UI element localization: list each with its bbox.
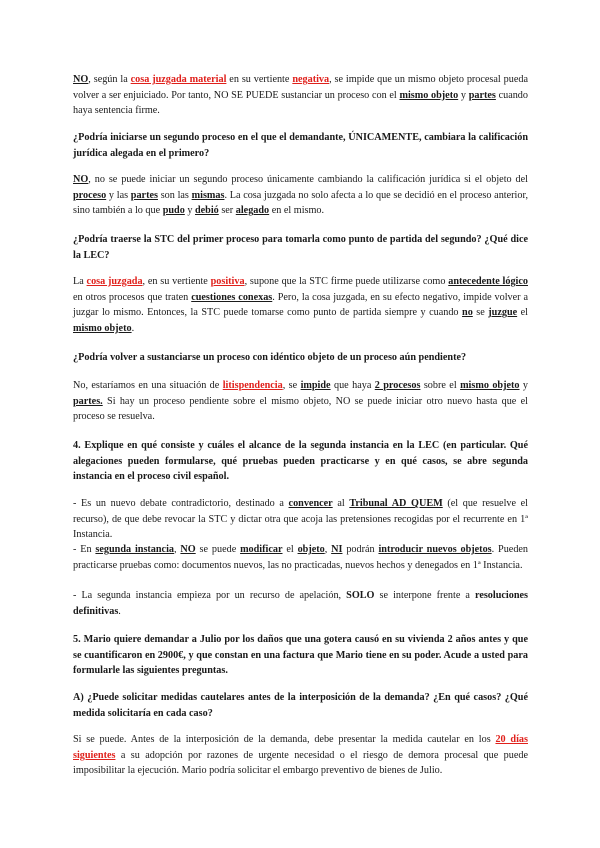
emphasis-term: resoluciones definitivas	[73, 590, 528, 617]
question-heading-1: ¿Podría iniciarse un segundo proceso en el que el demandante, ÚNICAMENTE, cambiara la calificación jurídica alegada en el primero?	[73, 132, 528, 159]
text-run: No, estaríamos en una situación de	[73, 380, 223, 391]
text-run: son las	[157, 189, 192, 201]
answer-paragraph-7	[73, 588, 528, 619]
answer-paragraph-3	[73, 274, 528, 336]
text-run: , se impide que un mismo objeto procesal pueda volver a ser enjuiciado. Por tanto, NO SE PUEDE sustanciar un proceso con el	[73, 74, 528, 101]
text-run: y	[519, 380, 528, 391]
emphasis-term: NO	[180, 544, 196, 555]
text-run: podrán	[342, 544, 379, 555]
text-run: , supone que la STC firme puede utilizarse como	[244, 276, 449, 287]
emphasis-term: partes.	[73, 395, 103, 407]
question-heading-5: 5. Mario quiere demandar a Julio por los daños que una gotera causó en su vivienda 2 años antes y que se cuantificaron en 2900€, y que constan en una factura que Mario tiene en su poder. Acude a usted para formularle las siguientes preguntas.	[73, 634, 528, 677]
text-run: . Pueden practicarse pruebas como: documentos nuevos, las no practicadas, nuevos hechos y denegados en 1ª Instancia.	[73, 544, 529, 571]
text-run: en otros procesos que traten	[73, 291, 192, 303]
emphasis-term: mismo objeto	[73, 322, 132, 334]
text-run: sobre el	[420, 380, 461, 391]
emphasis-term: alegado	[235, 205, 270, 217]
emphasis-term: debió	[194, 205, 219, 217]
text-run: el	[282, 544, 298, 555]
text-run: en su vertiente	[226, 74, 293, 85]
answer-paragraph-2	[73, 172, 528, 219]
text-run: .	[131, 322, 135, 334]
text-run: a su adopción por razones de urgente necesidad o el riesgo de demora procesal que puede imposibilitar la ejecución. Mario podría solicitar el embargo preventivo de bienes de Julio.	[73, 749, 528, 777]
text-run: y las	[106, 189, 131, 201]
text-run: cuando haya sentencia firme.	[73, 89, 528, 117]
text-run: , según la	[88, 74, 131, 85]
text-run: NO	[73, 174, 89, 185]
highlight-term: cosa juzgada material	[130, 74, 227, 85]
emphasis-term: no	[462, 307, 473, 319]
text-run: . Pero, la cosa juzgada, en su efecto negativo, impide volver a juzgar lo mismo. Entonces, la STC puede tomarse como punto de partida siempre y cuando	[73, 291, 529, 319]
text-run: . La cosa juzgada no solo afecta a lo que se decidió en el proceso anterior, sino también a lo que	[73, 189, 528, 217]
text-run: , no se puede iniciar un segundo proceso únicamente cambiando la calificación jurídica si el objeto del	[88, 174, 528, 185]
emphasis-term: convencer	[288, 498, 333, 509]
emphasis-term: objeto	[297, 544, 325, 555]
text-run: se puede	[195, 544, 241, 555]
text-run: y	[184, 205, 195, 217]
question-heading-6: A) ¿Puede solicitar medidas cautelares antes de la interposición de la demanda? ¿En qué casos? ¿Qué medida solicitaría en cada caso?	[73, 692, 528, 719]
question-heading-2: ¿Podría traerse la STC del primer proceso para tomarla como punto de partida del segundo? ¿Qué dice la LEC?	[73, 234, 528, 261]
text-run: ,	[324, 544, 332, 555]
text-run: al	[332, 498, 350, 509]
answer-paragraph-8	[73, 732, 528, 779]
emphasis-term: impide	[300, 380, 331, 391]
emphasis-term: mismo objeto	[460, 380, 520, 391]
emphasis-term: cuestiones conexas	[191, 291, 273, 303]
emphasis-term: NI	[331, 544, 343, 555]
text-run: Si hay un proceso pendiente sobre el mismo objeto, NO se puede iniciar otro nuevo hasta que el proceso se resuelva.	[73, 395, 528, 423]
emphasis-term: Tribunal AD QUEM	[349, 498, 443, 509]
highlight-term: negativa	[292, 74, 330, 85]
text-run: ,	[174, 544, 181, 555]
emphasis-term: antecedente lógico	[448, 276, 528, 287]
emphasis-term: SOLO	[346, 590, 375, 601]
emphasis-term: introducir nuevos objetos	[378, 544, 492, 555]
emphasis-term: juzgue	[488, 307, 518, 319]
text-run: La	[73, 276, 87, 287]
answer-paragraph-6	[73, 542, 528, 573]
text-run: se interpone frente a	[374, 590, 475, 601]
text-run: se	[472, 307, 489, 319]
answer-paragraph-1	[73, 72, 528, 119]
emphasis-term: segunda instancia	[95, 544, 175, 555]
highlight-term: 20 días siguientes	[73, 734, 528, 761]
text-run: que haya	[330, 380, 375, 391]
text-run: Si se puede. Antes de la interposición de la demanda, debe presentar la medida cautelar en los	[73, 734, 496, 745]
text-run: en el mismo.	[269, 205, 325, 217]
emphasis-term: mismo objeto	[399, 89, 459, 101]
text-run: - En	[73, 544, 96, 555]
highlight-term: litispendencia	[222, 380, 283, 391]
emphasis-term: pudo	[162, 205, 185, 217]
emphasis-term: mismas	[191, 189, 225, 201]
emphasis-term: 2 procesos	[374, 380, 421, 391]
text-run: - La segunda instancia empieza por un recurso de apelación,	[73, 590, 347, 601]
text-run: , se	[282, 380, 301, 391]
emphasis-term: partes	[468, 89, 496, 101]
answer-paragraph-4	[73, 378, 528, 425]
emphasis-term: modificar	[240, 544, 283, 555]
question-heading-4: 4. Explique en qué consiste y cuáles el alcance de la segunda instancia en la LEC (en particular. Qué alegaciones pueden formularse, qué pruebas pueden practicarse y en qué casos, se abre segunda instancia en el proceso civil español.	[73, 440, 528, 483]
text-run: (el que resuelve el recurso), de que debe revocar la STC y dictar otra que acoja las pretensiones recogidas por el recurrente en 1ª Instancia.	[73, 498, 528, 541]
emphasis-term: proceso	[73, 189, 107, 201]
text-run: - Es un nuevo debate contradictorio, destinado a	[73, 498, 289, 509]
answer-paragraph-5	[73, 496, 528, 543]
text-run: ser	[218, 205, 236, 217]
emphasis-term: partes	[130, 189, 158, 201]
question-heading-3: ¿Podría volver a sustanciarse un proceso con idéntico objeto de un proceso aún pendiente?	[73, 352, 467, 363]
text-run: el	[517, 307, 528, 319]
highlight-term: positiva	[210, 276, 245, 287]
text-run: .	[118, 605, 121, 617]
text-run: , en su vertiente	[142, 276, 211, 287]
text-run: y	[458, 89, 469, 101]
highlight-term: cosa juzgada	[86, 276, 143, 287]
text-run: NO	[73, 74, 89, 85]
